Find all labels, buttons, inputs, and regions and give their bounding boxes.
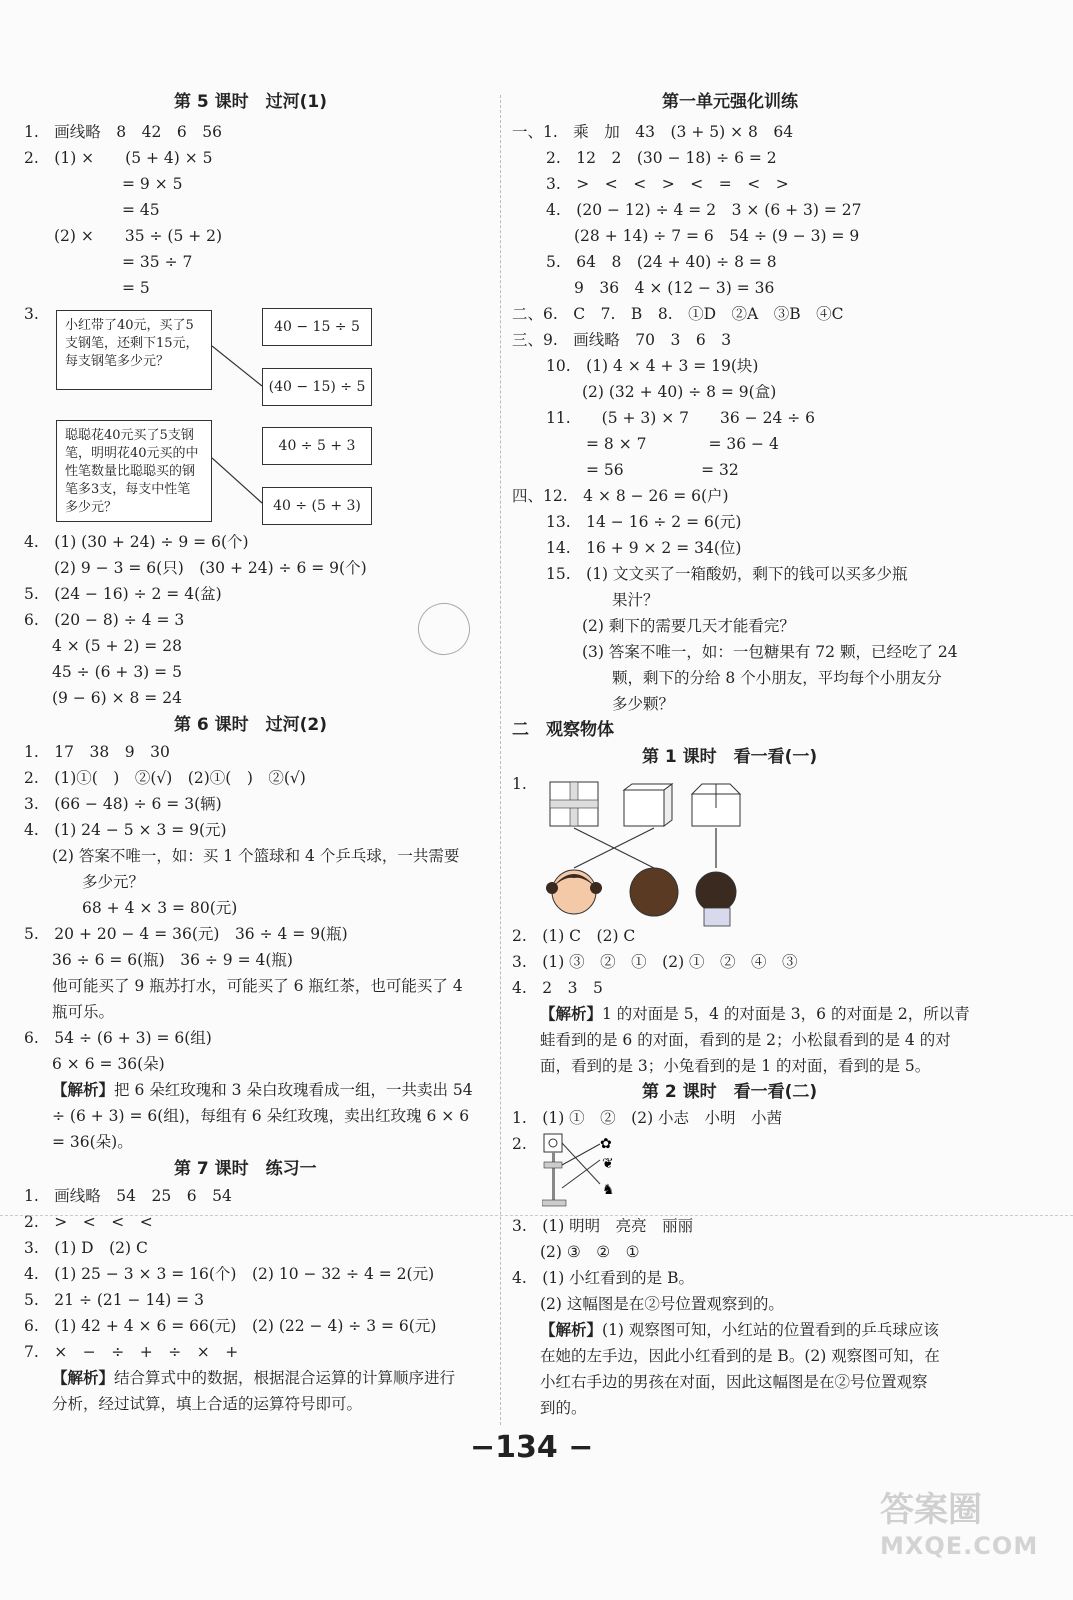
answer-line: 他可能买了 9 瓶苏打水，可能买了 6 瓶红茶，也可能买了 4 bbox=[52, 977, 463, 995]
answer-line: 4. (1) (30 + 24) ÷ 9 = 6(个) bbox=[24, 533, 249, 551]
answer-line: (28 + 14) ÷ 7 = 6 54 ÷ (9 − 3) = 9 bbox=[574, 227, 860, 245]
answer-line: 果汁？ bbox=[612, 591, 659, 609]
analysis-line: 蛙看到的是 6 的对面，看到的是 2；小松鼠看到的是 4 的对 bbox=[540, 1031, 951, 1049]
answer-line: 二、6. C 7. B 8. ①D ②A ③B ④C bbox=[512, 305, 844, 323]
answer-line: (3) 答案不唯一，如：一包糖果有 72 颗，已经吃了 24 bbox=[582, 643, 958, 661]
column-divider bbox=[500, 95, 501, 1425]
analysis-line: 在她的左手边，因此小红看到的是 B。(2) 观察图可知，在 bbox=[540, 1347, 940, 1365]
answer-line: 一、1. 乘 加 43 (3 + 5) × 8 64 bbox=[512, 123, 794, 141]
view-matching-figure bbox=[544, 780, 764, 930]
answer-line: 4. (1) 小红看到的是 B。 bbox=[512, 1269, 694, 1287]
answer-line: = 45 bbox=[122, 201, 160, 219]
expression-box: 40 ÷ (5 + 3) bbox=[262, 487, 372, 525]
analysis-text: (1) 观察图可知，小红站的位置看到的乒乓球应该 bbox=[602, 1321, 939, 1339]
lesson6-heading: 第 6 课时 过河(2) bbox=[174, 715, 328, 735]
answer-line: 四、12. 4 × 8 − 26 = 6(户) bbox=[512, 487, 729, 505]
analysis-line: ÷ (6 + 3) = 6(组)，每组有 6 朵红玫瑰，卖出红玫瑰 6 × 6 bbox=[52, 1107, 470, 1125]
answer-line: 7. × − ÷ + ÷ × + bbox=[24, 1343, 239, 1361]
watermark-logo: 答案圈 bbox=[880, 1490, 982, 1530]
answer-line: (2) 答案不唯一，如：买 1 个篮球和 4 个乒乓球，一共需要 bbox=[52, 847, 460, 865]
answer-line: 2. 12 2 (30 − 18) ÷ 6 = 2 bbox=[546, 149, 777, 167]
answer-line: 颗，剩下的分给 8 个小朋友，平均每个小朋友分 bbox=[612, 669, 942, 687]
svg-text:♞: ♞ bbox=[602, 1182, 615, 1198]
analysis-line: 面，看到的是 3；小兔看到的是 1 的对面，看到的是 5。 bbox=[540, 1057, 931, 1075]
answer-line: 1. 画线略 8 42 6 56 bbox=[24, 123, 222, 141]
answer-line: (2) 9 − 3 = 6(只) (30 + 24) ÷ 6 = 9(个) bbox=[54, 559, 367, 577]
analysis-text: 1 的对面是 5，4 的对面是 3，6 的对面是 2，所以青 bbox=[602, 1005, 970, 1023]
expression-box: 40 ÷ 5 + 3 bbox=[262, 427, 372, 465]
analysis-line: 小红右手边的男孩在对面，因此这幅图是在②号位置观察 bbox=[540, 1373, 928, 1391]
analysis-tag: 【解析】 bbox=[540, 1004, 603, 1023]
expression-box: 40 − 15 ÷ 5 bbox=[262, 308, 372, 346]
answer-line: 4. 2 3 5 bbox=[512, 979, 603, 997]
answer-line: 2. (1) C (2) C bbox=[512, 927, 636, 945]
answer-line: 1. 画线略 54 25 6 54 bbox=[24, 1187, 232, 1205]
answer-line: 4. (20 − 12) ÷ 4 = 2 3 × (6 + 3) = 27 bbox=[546, 201, 862, 219]
watermark-url: MXQE.COM bbox=[880, 1532, 1039, 1560]
analysis-text: 把 6 朵红玫瑰和 3 朵白玫瑰看成一组，一共卖出 54 bbox=[114, 1081, 473, 1099]
analysis-text: 结合算式中的数据，根据混合运算的计算顺序进行 bbox=[114, 1369, 456, 1387]
lesson1-heading: 第 1 课时 看一看(一) bbox=[642, 747, 818, 767]
answer-line: 多少颗？ bbox=[612, 695, 675, 713]
answer-line: 3. (66 − 48) ÷ 6 = 3(辆) bbox=[24, 795, 222, 813]
answer-line: 3. (1) ③ ② ① (2) ① ② ④ ③ bbox=[512, 953, 798, 971]
analysis-line bbox=[52, 1368, 455, 1388]
answer-line: 5. 64 8 (24 + 40) ÷ 8 = 8 bbox=[546, 253, 777, 271]
answer-line: 多少元？ bbox=[82, 873, 145, 891]
answer-line: 1. bbox=[512, 775, 527, 793]
analysis-tag: 【解析】 bbox=[52, 1080, 115, 1099]
answer-line: 13. 14 − 16 ÷ 2 = 6(元) bbox=[546, 513, 742, 531]
unit2-heading: 二 观察物体 bbox=[512, 720, 614, 740]
answer-line: = 8 × 7 = 36 − 4 bbox=[586, 435, 779, 453]
answer-line: 4. (1) 24 − 5 × 3 = 9(元) bbox=[24, 821, 227, 839]
answer-line: (9 − 6) × 8 = 24 bbox=[52, 689, 182, 707]
answer-line: 45 ÷ (6 + 3) = 5 bbox=[52, 663, 182, 681]
answer-line: 4. (1) 25 − 3 × 3 = 16(个) (2) 10 − 32 ÷ 4 = 2(元) bbox=[24, 1265, 435, 1283]
expression-box: (40 − 15) ÷ 5 bbox=[262, 368, 372, 406]
stamp-mark bbox=[411, 596, 478, 663]
answer-line: 3. > < < > < = < > bbox=[546, 175, 789, 193]
answer-line: 5. (24 − 16) ÷ 2 = 4(盆) bbox=[24, 585, 222, 603]
word-problem-box-2: 聪聪花40元买了5支钢笔，明明花40元买的中性笔数量比聪聪买的钢笔多3支，每支中性笔多少元？ bbox=[56, 420, 212, 522]
answer-line: (2) (32 + 40) ÷ 8 = 9(盒) bbox=[582, 383, 777, 401]
analysis-line bbox=[540, 1320, 939, 1340]
answer-line: 6. (20 − 8) ÷ 4 = 3 bbox=[24, 611, 185, 629]
svg-text:✿: ✿ bbox=[600, 1136, 612, 1152]
lesson2-heading: 第 2 课时 看一看(二) bbox=[642, 1082, 818, 1102]
matching-lines bbox=[212, 308, 264, 528]
analysis-line: = 36(朵)。 bbox=[52, 1133, 133, 1151]
answer-line: = 35 ÷ 7 bbox=[122, 253, 193, 271]
answer-line: 1. (1) ① ② (2) 小志 小明 小茜 bbox=[512, 1109, 783, 1127]
answer-line: (2) × 35 ÷ (5 + 2) bbox=[54, 227, 223, 245]
answer-line: 3. bbox=[24, 305, 39, 323]
analysis-line: 分析，经过试算，填上合适的运算符号即可。 bbox=[52, 1395, 363, 1413]
answer-line: 三、9. 画线略 70 3 6 3 bbox=[512, 331, 732, 349]
answer-line: 2. (1)①( ) ②(√) (2)①( ) ②(√) bbox=[24, 769, 306, 787]
svg-text:❦: ❦ bbox=[602, 1156, 614, 1172]
answer-line: 68 + 4 × 3 = 80(元) bbox=[82, 899, 238, 917]
page-number: −134 − bbox=[470, 1430, 594, 1465]
answer-line: 9 36 4 × (12 − 3) = 36 bbox=[574, 279, 775, 297]
answer-line: 3. (1) 明明 亮亮 丽丽 bbox=[512, 1217, 694, 1235]
answer-line: (2) 这幅图是在②号位置观察到的。 bbox=[540, 1295, 784, 1313]
answer-line: 2. > < < < bbox=[24, 1213, 153, 1231]
answer-line: 14. 16 + 9 × 2 = 34(位) bbox=[546, 539, 742, 557]
answer-line: (2) ③ ② ① bbox=[540, 1243, 640, 1261]
answer-line: 2. (1) × (5 + 4) × 5 bbox=[24, 149, 213, 167]
analysis-line bbox=[52, 1080, 473, 1100]
answer-line: 15. (1) 文文买了一箱酸奶，剩下的钱可以买多少瓶 bbox=[546, 565, 908, 583]
lesson7-heading: 第 7 课时 练习一 bbox=[174, 1159, 317, 1179]
answer-line: 瓶可乐。 bbox=[52, 1003, 115, 1021]
lesson5-heading: 第 5 课时 过河(1) bbox=[174, 92, 328, 112]
answer-line: 3. (1) D (2) C bbox=[24, 1239, 148, 1257]
answer-line: 10. (1) 4 × 4 + 3 = 19(块) bbox=[546, 357, 759, 375]
answer-line: 6. 54 ÷ (6 + 3) = 6(组) bbox=[24, 1029, 212, 1047]
answer-line: 6. (1) 42 + 4 × 6 = 66(元) (2) (22 − 4) ÷ 3 = 6(元) bbox=[24, 1317, 437, 1335]
answer-line: 11. (5 + 3) × 7 36 − 24 ÷ 6 bbox=[546, 409, 816, 427]
answer-line: 5. 21 ÷ (21 − 14) = 3 bbox=[24, 1291, 204, 1309]
position-matching-figure bbox=[542, 1132, 632, 1210]
word-problem-box-1: 小红带了40元，买了5支钢笔，还剩下15元，每支钢笔多少元？ bbox=[56, 310, 212, 390]
analysis-tag: 【解析】 bbox=[540, 1320, 603, 1339]
answer-line: 6 × 6 = 36(朵) bbox=[52, 1055, 165, 1073]
analysis-line: 到的。 bbox=[540, 1399, 587, 1417]
answer-line: = 9 × 5 bbox=[122, 175, 183, 193]
answer-line: 1. 17 38 9 30 bbox=[24, 743, 170, 761]
answer-line: (2) 剩下的需要几天才能看完？ bbox=[582, 617, 795, 635]
answer-line: 36 ÷ 6 = 6(瓶) 36 ÷ 9 = 4(瓶) bbox=[52, 951, 293, 969]
unit1-review-heading: 第一单元强化训练 bbox=[662, 92, 798, 112]
answer-line: 4 × (5 + 2) = 28 bbox=[52, 637, 182, 655]
analysis-tag: 【解析】 bbox=[52, 1368, 115, 1387]
answer-line: 5. 20 + 20 − 4 = 36(元) 36 ÷ 4 = 9(瓶) bbox=[24, 925, 348, 943]
analysis-line bbox=[540, 1004, 970, 1024]
answer-line: = 56 = 32 bbox=[586, 461, 739, 479]
answer-line: 2. bbox=[512, 1135, 527, 1153]
answer-line: = 5 bbox=[122, 279, 150, 297]
